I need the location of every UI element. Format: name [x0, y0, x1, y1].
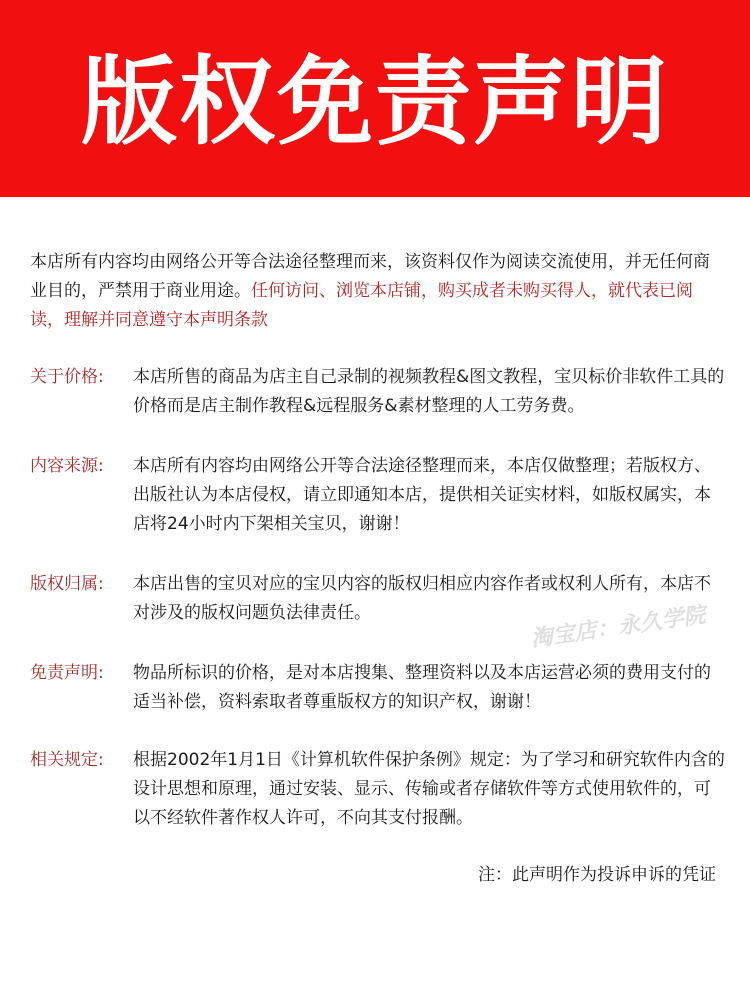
section-label: 免责声明: [30, 663, 104, 683]
section-source [30, 452, 725, 539]
section-text: 本店所售的商品为店主自己录制的视频教程&图文教程，宝贝标价非软件工具的价格而是店主制作教程&远程服务&素材整理的人工劳务费。 [133, 367, 725, 416]
section-label: 版权归属: [30, 574, 104, 594]
header-banner [0, 0, 750, 197]
section-regulations [30, 746, 725, 833]
section-disclaimer [30, 659, 725, 717]
intro-paragraph [30, 248, 725, 335]
section-text: 根据2002年1月1日《计算机软件保护条例》规定：为了学习和研究软件内含的设计思想和原理，通过安装、显示、传输或者存储软件等方式使用软件的，可以不经软件著作权人许可，不向其支付报酬。 [133, 750, 725, 828]
section-price [30, 363, 725, 421]
page-title: 版权免责声明 [81, 45, 669, 158]
section-label: 内容来源: [30, 456, 104, 476]
footer-note: 注：此声明作为投诉申诉的凭证 [478, 865, 716, 885]
intro-highlight-text: 任何访问、浏览本店铺，购买成者未购买得人，就代表已阅读，理解并同意遵守本声明条款 [30, 281, 693, 330]
watermark-text: 淘宝店：永久学院 [529, 602, 708, 653]
section-label: 相关规定: [30, 750, 104, 770]
intro-text: 本店所有内容均由网络公开等合法途径整理而来，该资料仅作为阅读交流使用，并无任何商业目的，严禁用于商业用途。 [30, 252, 710, 301]
section-text: 物品所标识的价格，是对本店搜集、整理资料以及本店运营必须的费用支付的适当补偿，资料索取者尊重版权方的知识产权，谢谢！ [133, 663, 711, 712]
section-text: 本店出售的宝贝对应的宝贝内容的版权归相应内容作者或权利人所有，本店不对涉及的版权问题负法律责任。 [133, 574, 711, 623]
section-label: 关于价格: [30, 367, 104, 387]
section-text: 本店所有内容均由网络公开等合法途径整理而来，本店仅做整理；若版权方、出版社认为本店侵权，请立即通知本店，提供相关证实材料，如版权属实，本店将24小时内下架相关宝贝，谢谢！ [133, 456, 711, 534]
